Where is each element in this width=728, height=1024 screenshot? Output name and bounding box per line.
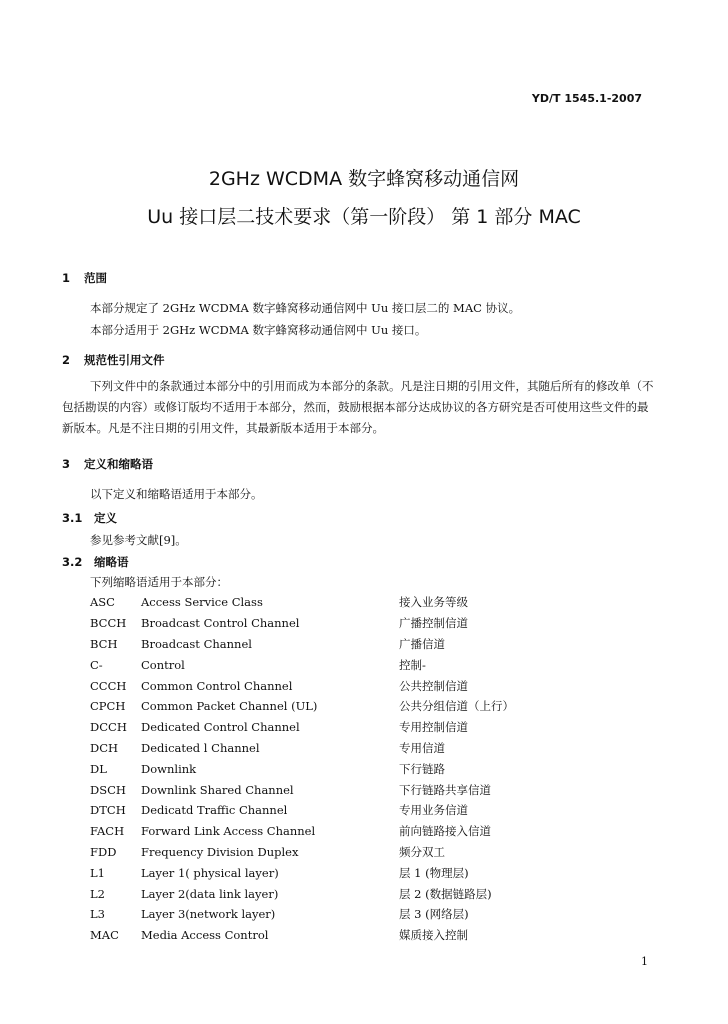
abbr-cell: CPCH <box>90 699 126 714</box>
section-3-intro: 以下定义和缩略语适用于本部分。 <box>90 487 263 501</box>
table-row <box>90 758 570 779</box>
abbr-cell: L3 <box>90 907 105 922</box>
abbr-cell: BCH <box>90 636 118 651</box>
table-row <box>90 904 570 925</box>
chinese-term-cell: 专用业务信道 <box>399 803 468 818</box>
section-1-number: 1 <box>62 271 71 285</box>
abbr-cell: DSCH <box>90 782 126 797</box>
abbr-cell: CCCH <box>90 678 127 693</box>
abbr-cell: DL <box>90 761 107 776</box>
english-term-cell: Downlink Shared Channel <box>141 782 294 797</box>
table-row <box>90 738 570 759</box>
section-3-1-heading <box>62 510 117 526</box>
table-row <box>90 717 570 738</box>
section-3-1-number: 3.1 <box>62 511 83 525</box>
title-line-1: 2GHz WCDMA 数字蜂窝移动通信网 <box>208 168 520 190</box>
english-term-cell: Layer 2(data link layer) <box>141 886 279 901</box>
english-term-cell: Common Packet Channel (UL) <box>141 699 318 714</box>
section-2-number: 2 <box>62 353 71 367</box>
abbr-cell: FDD <box>90 844 117 859</box>
abbr-cell: BCCH <box>90 616 127 631</box>
chinese-term-cell: 媒质接入控制 <box>399 928 468 943</box>
abbr-cell: DCCH <box>90 720 127 735</box>
english-term-cell: Frequency Division Duplex <box>141 844 299 859</box>
table-row <box>90 696 570 717</box>
chinese-term-cell: 层 2 (数据链路层) <box>399 886 492 901</box>
table-row <box>90 779 570 800</box>
english-term-cell: Layer 1( physical layer) <box>141 865 279 880</box>
section-1-line-1: 本部分规定了 2GHz WCDMA 数字蜂窝移动通信网中 Uu 接口层二的 MAC 协议。 <box>90 301 521 315</box>
table-row <box>90 634 570 655</box>
english-term-cell: Dedicated Control Channel <box>141 720 300 735</box>
abbr-cell: DTCH <box>90 803 126 818</box>
table-row <box>90 613 570 634</box>
table-row <box>90 592 570 613</box>
english-term-cell: Access Service Class <box>141 595 263 610</box>
table-row <box>90 842 570 863</box>
abbr-cell: MAC <box>90 928 119 943</box>
english-term-cell: Common Control Channel <box>141 678 293 693</box>
english-term-cell: Forward Link Access Channel <box>141 824 316 839</box>
table-row <box>90 675 570 696</box>
abbreviation-table <box>90 592 570 946</box>
english-term-cell: Broadcast Control Channel <box>141 616 300 631</box>
section-1-heading <box>62 270 107 286</box>
abbr-cell: L2 <box>90 886 105 901</box>
abbr-cell: C- <box>90 657 103 672</box>
english-term-cell: Broadcast Channel <box>141 636 252 651</box>
section-3-2-heading <box>62 554 129 570</box>
chinese-term-cell: 频分双工 <box>399 844 445 859</box>
chinese-term-cell: 公共分组信道（上行） <box>399 699 514 714</box>
section-1-line-2: 本部分适用于 2GHz WCDMA 数字蜂窝移动通信网中 Uu 接口。 <box>90 323 427 337</box>
english-term-cell: Downlink <box>141 761 197 776</box>
section-3-title: 定义和缩略语 <box>84 457 153 471</box>
table-row <box>90 883 570 904</box>
chinese-term-cell: 公共控制信道 <box>399 678 468 693</box>
abbr-cell: ASC <box>90 595 115 610</box>
chinese-term-cell: 下行链路共享信道 <box>399 782 491 797</box>
section-3-2-number: 3.2 <box>62 555 83 569</box>
standard-number: YD/T 1545.1-2007 <box>531 92 642 105</box>
chinese-term-cell: 专用控制信道 <box>399 720 468 735</box>
english-term-cell: Layer 3(network layer) <box>141 907 276 922</box>
section-2-heading <box>62 352 165 368</box>
section-3-2-title: 缩略语 <box>94 555 129 569</box>
chinese-term-cell: 控制- <box>399 657 426 672</box>
table-row <box>90 821 570 842</box>
section-2-paragraph: 下列文件中的条款通过本部分中的引用而成为本部分的条款。凡是注日期的引用文件，其随后所有的修改单（不包括勘误的内容）或修订版均不适用于本部分，然而，鼓励根据本部分达成协议的各方研究是否可使用这些文件的最新版本。凡是不注日期的引用文件，其最新版本适用于本部分。 <box>62 379 654 435</box>
section-3-number: 3 <box>62 457 71 471</box>
chinese-term-cell: 前向链路接入信道 <box>399 824 491 839</box>
section-3-2-text: 下列缩略语适用于本部分： <box>90 575 228 589</box>
abbr-cell: L1 <box>90 865 105 880</box>
table-row <box>90 862 570 883</box>
table-row <box>90 654 570 675</box>
english-term-cell: Dedicated l Channel <box>141 740 260 755</box>
page-number: 1 <box>641 955 648 968</box>
section-3-1-title: 定义 <box>94 511 117 525</box>
chinese-term-cell: 广播信道 <box>399 636 445 651</box>
section-1-title: 范围 <box>84 271 107 285</box>
chinese-term-cell: 专用信道 <box>399 740 445 755</box>
chinese-term-cell: 下行链路 <box>399 761 445 776</box>
section-3-1-text: 参见参考文献[9]。 <box>90 533 187 547</box>
chinese-term-cell: 接入业务等级 <box>399 595 468 610</box>
title-line-2: Uu 接口层二技术要求（第一阶段） 第 1 部分 MAC <box>147 206 581 228</box>
english-term-cell: Dedicatd Traffic Channel <box>141 803 288 818</box>
english-term-cell: Media Access Control <box>141 928 269 943</box>
chinese-term-cell: 层 3 (网络层) <box>399 907 469 922</box>
chinese-term-cell: 广播控制信道 <box>399 616 468 631</box>
chinese-term-cell: 层 1 (物理层) <box>399 865 469 880</box>
section-3-heading <box>62 456 153 472</box>
abbr-cell: DCH <box>90 740 119 755</box>
section-2-title: 规范性引用文件 <box>84 353 165 367</box>
english-term-cell: Control <box>141 657 185 672</box>
table-row <box>90 925 570 946</box>
abbr-cell: FACH <box>90 824 125 839</box>
table-row <box>90 800 570 821</box>
